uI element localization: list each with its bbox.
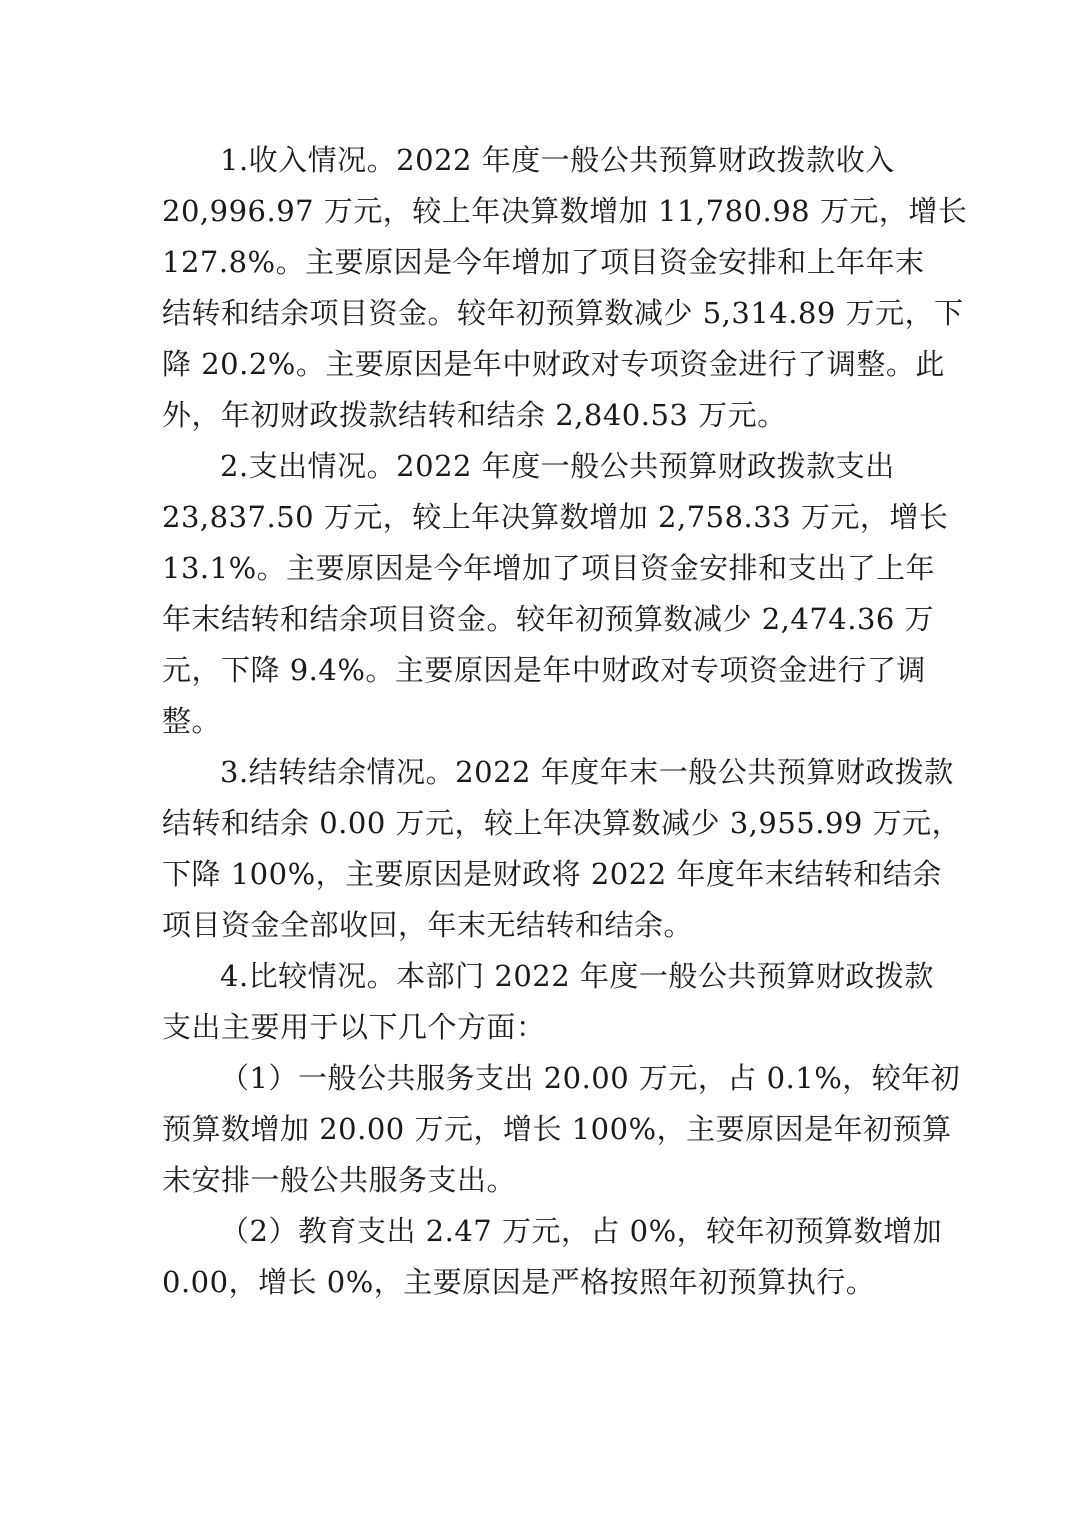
item-1-line-1: （1）一般公共服务支出 20.00 万元，占 0.1%，较年初 [220, 1061, 961, 1095]
paragraph-2-line-6: 整。 [162, 704, 222, 738]
paragraph-4-line-1: 4.比较情况。本部门 2022 年度一般公共预算财政拨款 [220, 959, 934, 993]
paragraph-3-line-4: 项目资金全部收回，年末无结转和结余。 [162, 908, 694, 942]
item-2-line-2: 0.00，增长 0%，主要原因是严格按照年初预算执行。 [162, 1265, 876, 1299]
paragraph-3-line-2: 结转和结余 0.00 万元，较上年决算数减少 3,955.99 万元， [162, 806, 962, 840]
paragraph-2-line-2: 23,837.50 万元，较上年决算数增加 2,758.33 万元，增长 [162, 500, 949, 534]
paragraph-1-line-5: 降 20.2%。主要原因是年中财政对专项资金进行了调整。此 [162, 347, 945, 381]
paragraph-2-line-1: 2.支出情况。2022 年度一般公共预算财政拨款支出 [220, 449, 895, 483]
item-1-line-2: 预算数增加 20.00 万元，增长 100%，主要原因是年初预算 [162, 1112, 952, 1146]
paragraph-3-line-1: 3.结转结余情况。2022 年度年末一般公共预算财政拨款 [220, 755, 954, 789]
item-1-line-3: 未安排一般公共服务支出。 [162, 1163, 517, 1197]
paragraph-1-line-6: 外，年初财政拨款结转和结余 2,840.53 万元。 [162, 398, 787, 432]
paragraph-1-line-3: 127.8%。主要原因是今年增加了项目资金安排和上年年末 [162, 245, 925, 279]
paragraph-2-line-3: 13.1%。主要原因是今年增加了项目资金安排和支出了上年 [162, 551, 936, 585]
paragraph-2-line-5: 元，下降 9.4%。主要原因是年中财政对专项资金进行了调 [162, 653, 926, 687]
paragraph-4-line-2: 支出主要用于以下几个方面： [162, 1010, 546, 1044]
paragraph-2-line-4: 年末结转和结余项目资金。较年初预算数减少 2,474.36 万 [162, 602, 935, 636]
paragraph-1-line-1: 1.收入情况。2022 年度一般公共预算财政拨款收入 [220, 143, 895, 177]
paragraph-1-line-2: 20,996.97 万元，较上年决算数增加 11,780.98 万元，增长 [162, 194, 968, 228]
paragraph-1-line-4: 结转和结余项目资金。较年初预算数减少 5,314.89 万元，下 [162, 296, 964, 330]
paragraph-3-line-3: 下降 100%，主要原因是财政将 2022 年度年末结转和结余 [162, 857, 942, 891]
item-2-line-1: （2）教育支出 2.47 万元，占 0%，较年初预算数增加 [220, 1214, 943, 1248]
